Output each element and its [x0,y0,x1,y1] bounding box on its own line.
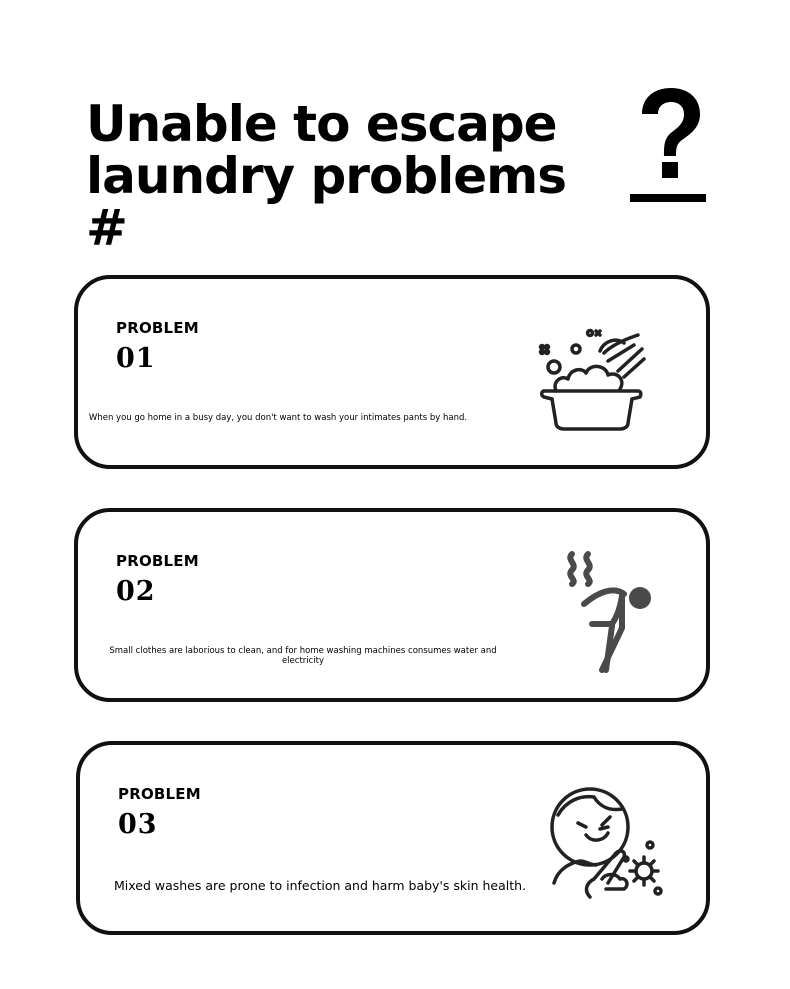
tired-person-icon [562,550,662,674]
hand-washing-basin-icon [534,327,650,443]
problem-description: Small clothes are laborious to clean, and for home washing machines consumes water and electricity [109,646,497,666]
problem-description: Mixed washes are prone to infection and harm baby's skin health. [114,878,527,893]
question-mark-icon [626,84,712,210]
page-title [86,95,606,257]
problem-number: 01 [116,343,156,374]
problem-description: When you go home in a busy day, you don't want to wash your intimates pants by hand. [88,413,468,423]
problem-card-3 [76,741,710,935]
problem-number: 03 [118,809,158,840]
problem-card-2 [74,508,710,702]
problem-label: PROBLEM [116,319,199,337]
title-line-1: Unable to escape [86,95,557,153]
title-line-2: laundry problems # [86,147,567,257]
problem-label: PROBLEM [116,552,199,570]
problem-card-1 [74,275,710,469]
problem-label: PROBLEM [118,785,201,803]
problem-number: 02 [116,576,156,607]
sick-person-virus-icon [550,787,670,905]
